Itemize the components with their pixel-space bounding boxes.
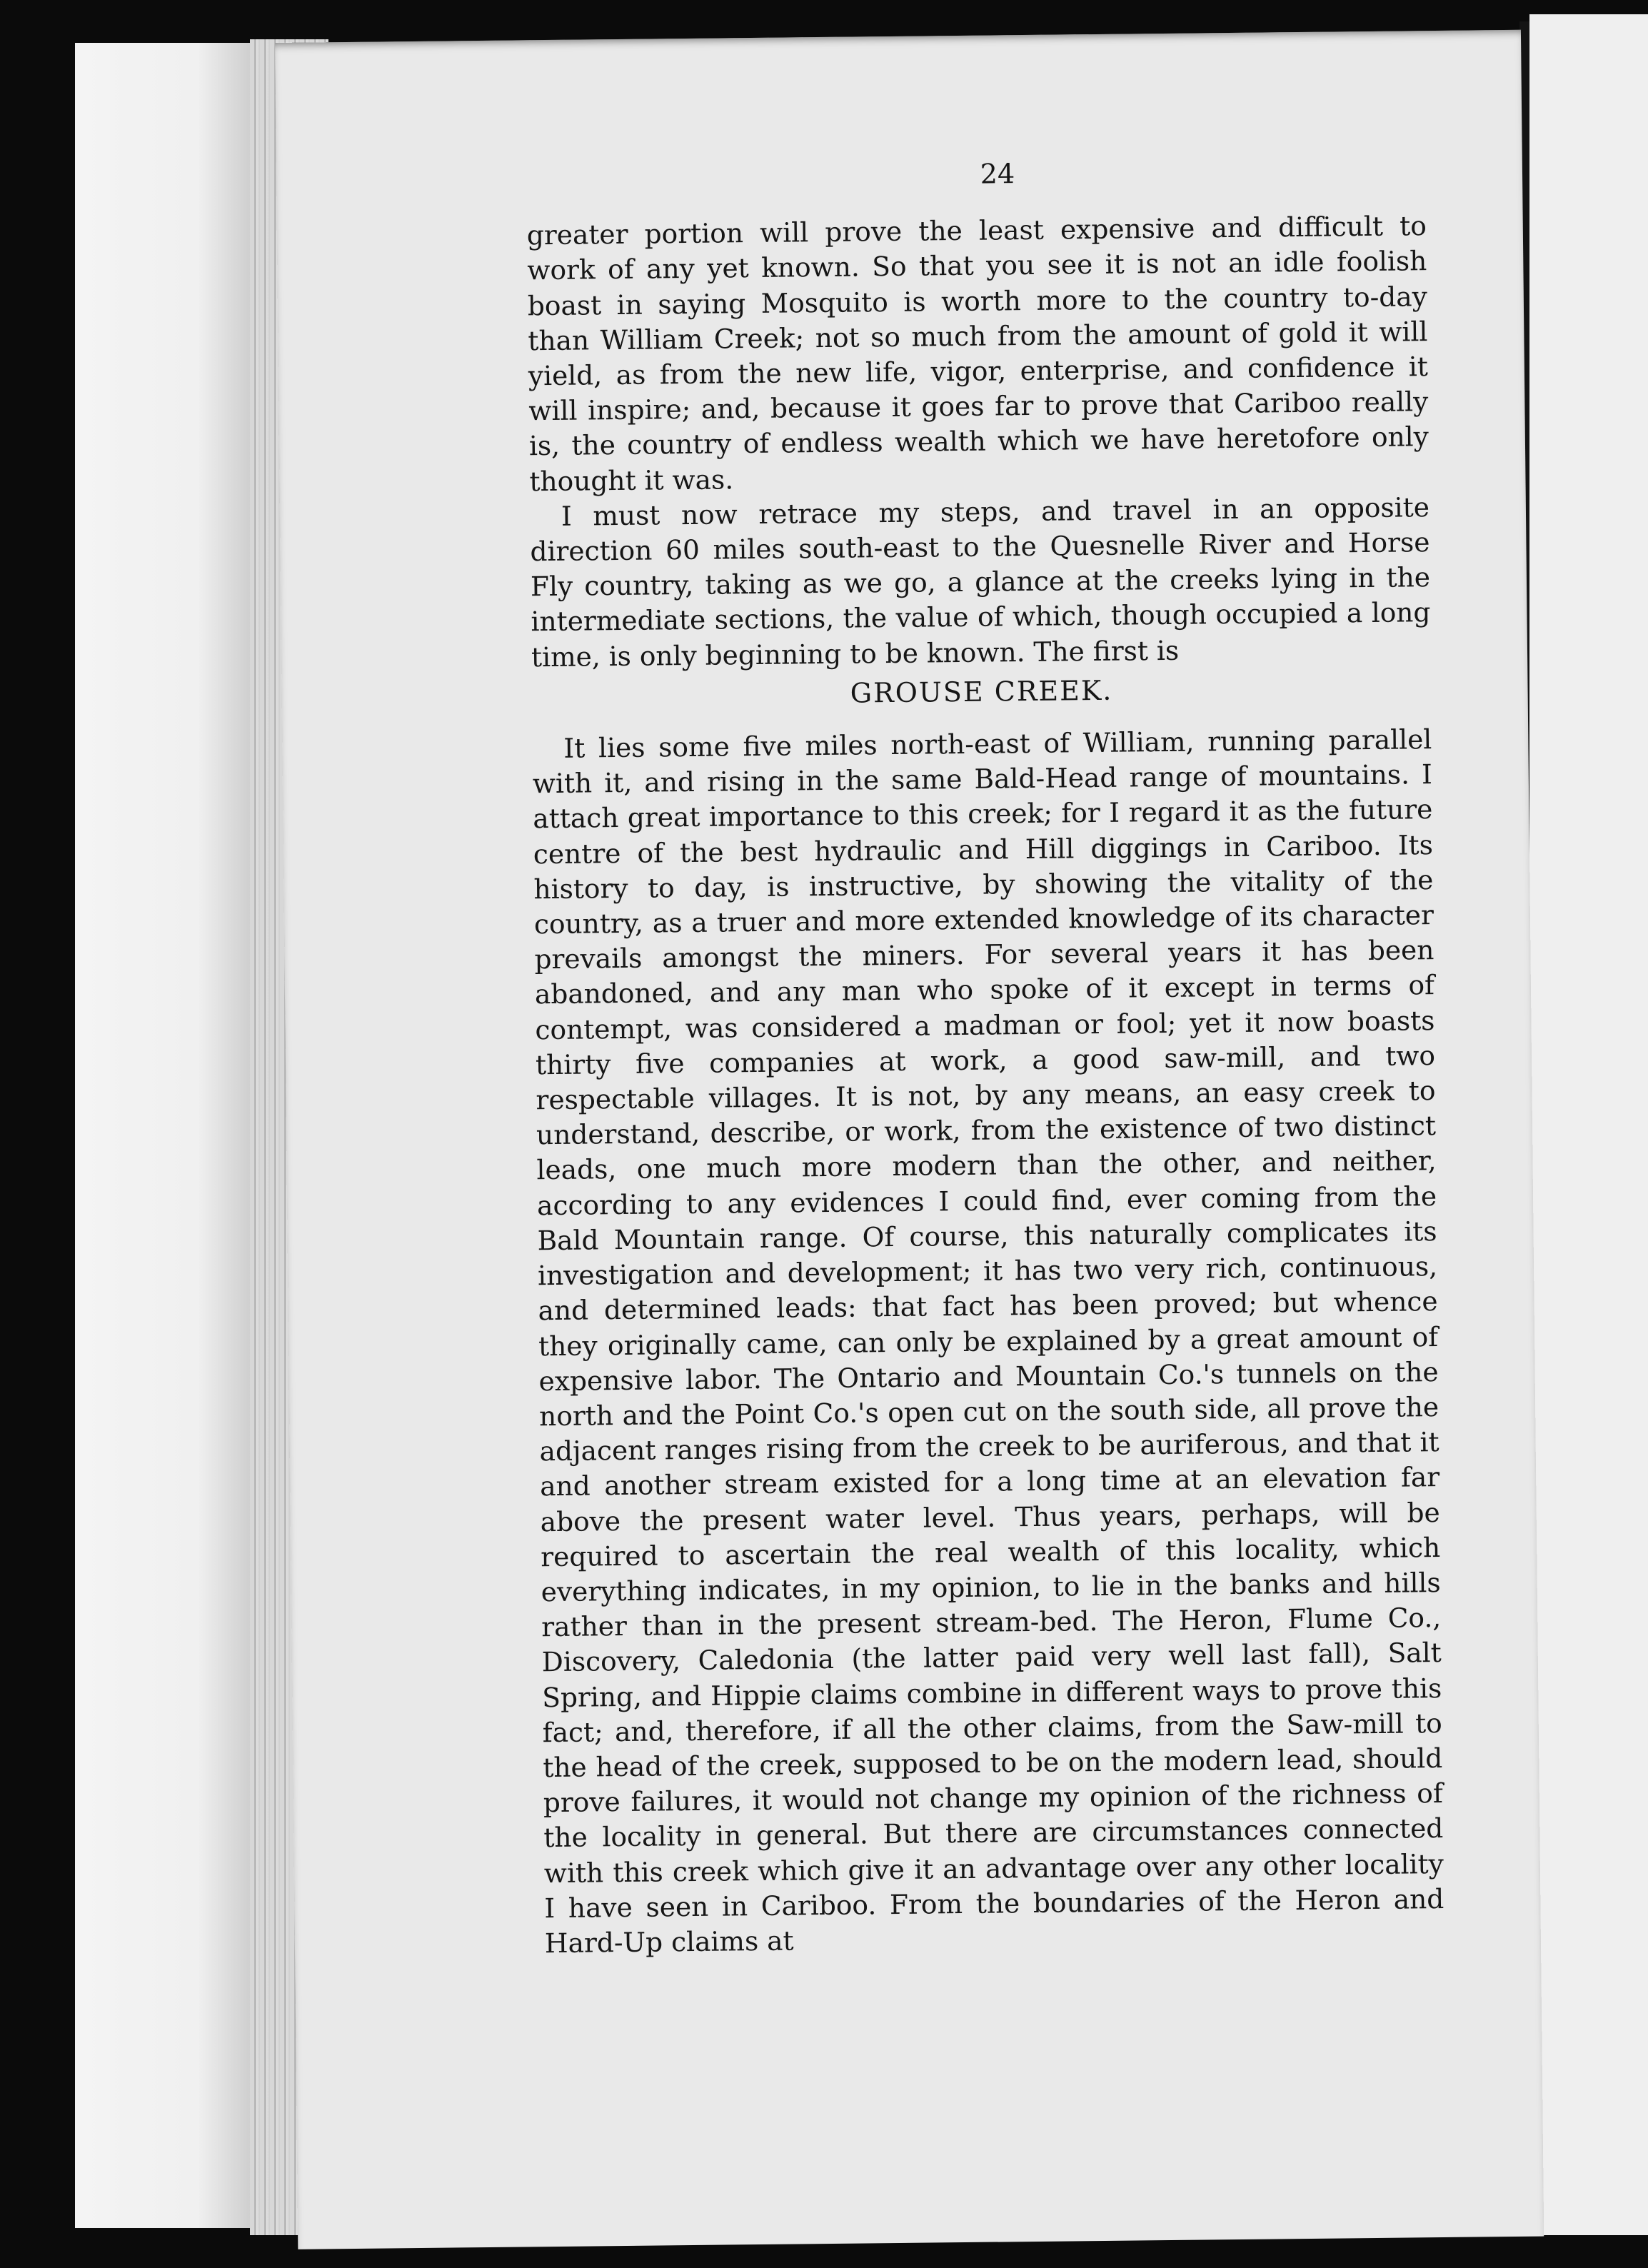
page-number: 24 xyxy=(980,158,1015,190)
section-heading: GROUSE CREEK. xyxy=(850,674,1113,709)
left-facing-page-margin xyxy=(75,43,250,2228)
book-page xyxy=(275,30,1544,2249)
paragraph: I must now retrace my steps, and travel in an opposite direction 60 miles south-east to the Quesnelle River and Horse Fly country, taking as we go, a glance at the creeks lying in the intermediate sections, the value of which, though occupied a long time, is only beginning to be known. The first is xyxy=(530,491,1431,673)
right-facing-page-strip xyxy=(1529,14,1648,2235)
paragraph: greater portion will prove the least expensive and difficult to work of any yet known. So that you see it is not an idle foolish boast in saying Mosquito is worth more to the country to-day than William Creek; not so much from the amount of gold it will yield, as from the new life, vigor, enterprise, and confidence it will inspire; and, because it goes far to prove that Cariboo really is, the country of endless wealth which we have heretofore only thought it was. xyxy=(526,210,1430,497)
page-text-block xyxy=(526,152,1444,1961)
paragraph: It lies some five miles north-east of William, running parallel with it, and rising in the same Bald-Head range of mountains. I attach great importance to this creek; for I regard it as the future centre of the best hydraulic and Hill diggings in Cariboo. Its history to day, is instructive, by showing the vitality of the country, as a truer and more extended knowledge of its character prevails amongst the miners. For several years it has been abandoned, and any man who spoke of it except in terms of contempt, was considered a madman or fool; yet it now boasts thirty five companies at work, a good saw-mill, and two respectable villages. It is not, by any means, an easy creek to understand, describe, or work, from the existence of two distinct leads, one much more modern than the other, and neither, according to any evidences I could find, ever coming from the Bald Mountain range. Of course, this naturally complicates its investigation and development; it has two very rich, continuous, and determined leads: that fact has been proved; but whence they originally came, can only be explained by a great amount of expensive labor. The Ontario and Mountain Co.'s tunnels on the north and the Point Co.'s open cut on the south side, all prove the adjacent ranges rising from the creek to be auriferous, and that it and another stream existed for a long time at an elevation far above the present water level. Thus years, perhaps, will be required to ascertain the real wealth of this locality, which everything indicates, in my opinion, to lie in the banks and hills rather than in the present stream-bed. The Heron, Flume Co., Discovery, Caledonia (the latter paid very well last fall), Salt Spring, and Hippie claims combine in different ways to prove this fact; and, therefore, if all the other claims, from the Saw-mill to the head of the creek, supposed to be on the modern lead, should prove failures, it would not change my opinion of the richness of the locality in general. But there are circumstances connected with this creek which give it an advantage over any other locality I have seen in Cariboo. From the boundaries of the Heron and Hard-Up claims at xyxy=(532,723,1444,1960)
